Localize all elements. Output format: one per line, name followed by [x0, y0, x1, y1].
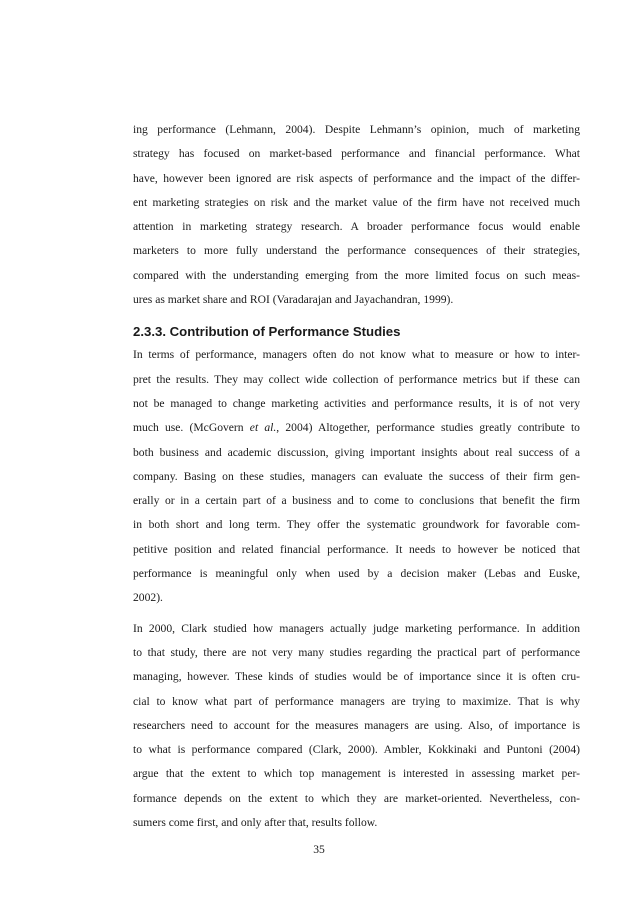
text-line: in both short and long term. They offer the systematic groundwork for favorable com- [133, 518, 580, 532]
text-line: ing performance (Lehmann, 2004). Despite Lehmann’s opinion, much of marketing [133, 123, 580, 136]
text-line: both business and academic discussion, giving important insights about real success of a [133, 445, 580, 459]
text-line: to that study, there are not very many studies regarding the practical part of performance [133, 645, 580, 659]
text-line: company. Basing on these studies, managers can evaluate the success of their firm gen- [133, 469, 580, 483]
text-line: performance is meaningful only when used by a decision maker (Lebas and Euske, [133, 567, 580, 581]
text-line: strategy has focused on market-based performance and financial performance. What [133, 147, 580, 161]
text-line: have, however been ignored are risk aspects of performance and the impact of the differ- [133, 171, 580, 185]
paragraph-1 [133, 118, 580, 312]
text-line: researchers need to account for the measures managers are using. Also, of importance is [133, 718, 580, 732]
page-body [133, 118, 580, 835]
text-segment: much use. (McGovern [133, 421, 250, 435]
paragraph-3 [133, 617, 580, 836]
text-line: 2002). [133, 591, 163, 605]
text-line: pret the results. They may collect wide collection of performance metrics but if these can [133, 372, 580, 386]
text-line: to what is performance compared (Clark, 2000). Ambler, Kokkinaki and Puntoni (2004) [133, 743, 580, 757]
text-line: sumers come first, and only after that, results follow. [133, 816, 378, 830]
text-segment: , 2004) Altogether, performance studies greatly contribute to [276, 421, 580, 435]
text-line: argue that the extent to which top management is interested in assessing market per- [133, 767, 580, 781]
text-line [133, 416, 580, 440]
text-line: ures as market share and ROI (Varadarajan and Jayachandran, 1999). [133, 293, 454, 307]
section-heading: 2.3.3. Contribution of Performance Studies [133, 324, 401, 340]
paragraph-2 [133, 343, 580, 610]
text-line: compared with the understanding emerging from the more limited focus on such meas- [133, 268, 580, 282]
text-line: In 2000, Clark studied how managers actually judge marketing performance. In addition [133, 621, 580, 635]
text-line: marketers to more fully understand the performance consequences of their strategies, [133, 244, 580, 258]
text-line: ent marketing strategies on risk and the market value of the firm have not received much [133, 195, 580, 209]
page-number: 35 [313, 843, 325, 856]
text-line: formance depends on the extent to which they are market-oriented. Nevertheless, con- [133, 791, 580, 805]
text-line: petitive position and related financial performance. It needs to however be noticed that [133, 542, 580, 556]
text-line: erally or in a certain part of a business and to come to conclusions that benefit the firm [133, 494, 580, 508]
text-line: attention in marketing strategy research. A broader performance focus would enable [133, 220, 580, 234]
citation-etal: et al. [249, 421, 277, 435]
text-line: not be managed to change marketing activities and performance results, it is of not very [133, 396, 580, 410]
text-line: In terms of performance, managers often do not know what to measure or how to inter- [133, 348, 580, 362]
text-line: cial to know what part of performance managers are trying to maximize. That is why [133, 694, 580, 708]
text-line: managing, however. These kinds of studies would be of importance since it is often cru- [133, 670, 580, 684]
